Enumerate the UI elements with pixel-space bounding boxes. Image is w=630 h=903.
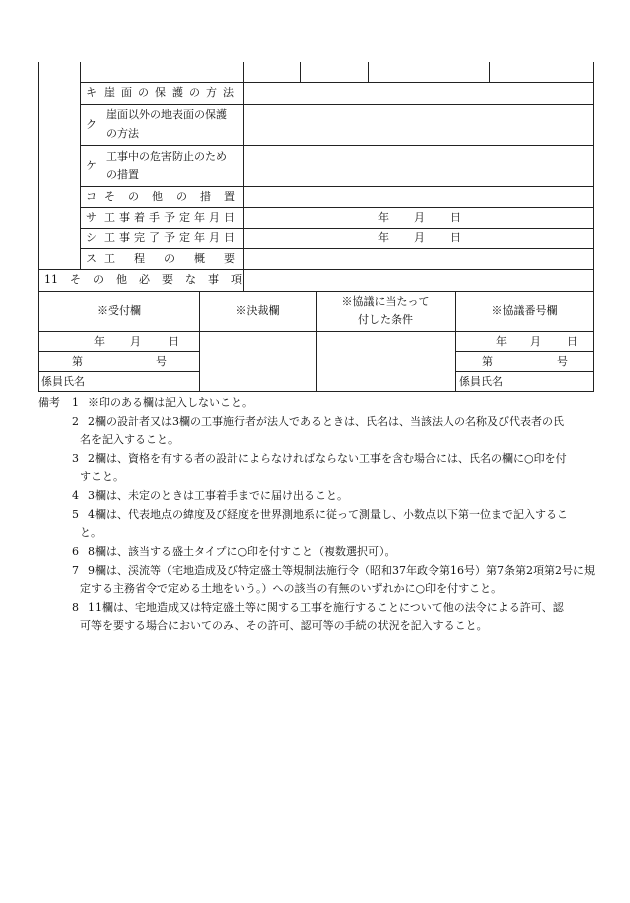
- note-1-number: 1: [72, 396, 79, 409]
- note-2-line2: 名を記入すること。: [80, 433, 179, 446]
- row-11-number: 11: [44, 273, 58, 286]
- bango-day: 日: [567, 335, 578, 348]
- notes-title: 備考: [38, 396, 60, 409]
- row-shi-label: 工事完了予定年月日: [104, 231, 239, 244]
- row-shi-day: 日: [450, 231, 461, 244]
- row-11-label: その他必要な事項: [70, 273, 254, 286]
- note-4-text: 3欄は、未定のときは工事着手までに届け出ること。: [88, 489, 348, 502]
- note-4-number: 4: [72, 489, 79, 502]
- uketsuke-month: 月: [130, 335, 141, 348]
- row-sa-label: 工事着手予定年月日: [104, 211, 239, 224]
- uketsuke-kakari: 係員氏名: [41, 375, 85, 388]
- note-3-number: 3: [72, 452, 79, 465]
- note-8-number: 8: [72, 601, 79, 614]
- row-ko-letter: コ: [86, 190, 97, 203]
- row-ke-letter: ケ: [86, 159, 97, 172]
- note-7-line2: 定する主務省令で定める土地をいう。）への該当の有無のいずれかに○印を付すこと。: [80, 582, 503, 595]
- note-8-line1: 11欄は、宅地造成又は特定盛土等に関する工事を施行することについて他の法令による許可、認: [88, 601, 564, 614]
- note-6-number: 6: [72, 545, 79, 558]
- row-11-input[interactable]: [244, 270, 593, 291]
- uketsuke-header: ※受付欄: [97, 304, 141, 317]
- note-3-line1: 2欄は、資格を有する者の設計によらなければならない工事を含む場合には、氏名の欄に○印を付: [88, 452, 567, 465]
- note-5-number: 5: [72, 508, 79, 521]
- row-ku-label-2: の方法: [106, 127, 139, 140]
- row-ko-input[interactable]: [244, 187, 593, 207]
- bango-month: 月: [530, 335, 541, 348]
- row-ko-label: その他の措置: [104, 190, 248, 203]
- bango-year: 年: [496, 335, 507, 348]
- row-ke-label-2: の措置: [106, 168, 139, 181]
- note-3-line2: すこと。: [80, 470, 124, 483]
- row-ku-label-1: 崖面以外の地表面の保護: [106, 108, 227, 121]
- bango-go: 号: [557, 355, 568, 368]
- row-ke-input[interactable]: [244, 146, 593, 186]
- row-shi-year: 年: [378, 231, 389, 244]
- row-ki-label: 崖面の保護の方法: [104, 86, 240, 99]
- row-sa-month: 月: [414, 211, 425, 224]
- note-7-line1: 9欄は、渓流等（宅地造成及び特定盛土等規制法施行令（昭和37年政令第16号）第7条第2項第2号に規: [88, 564, 595, 577]
- kessai-header: ※決裁欄: [235, 304, 280, 317]
- uketsuke-year: 年: [94, 335, 105, 348]
- row-shi-month: 月: [414, 231, 425, 244]
- uketsuke-go: 号: [156, 355, 167, 368]
- note-5-line2: と。: [80, 526, 102, 539]
- note-8-line2: 可等を要する場合においてのみ、その許可、認可等の手続の状況を記入すること。: [80, 619, 488, 632]
- row-su-label: 工程の概要: [104, 252, 254, 265]
- kyogi-header-1: ※協議に当たって: [341, 295, 430, 308]
- note-7-number: 7: [72, 564, 79, 577]
- row-ke-label-1: 工事中の危害防止のため: [106, 150, 227, 163]
- row-su-input[interactable]: [244, 249, 593, 269]
- note-1-text: ※印のある欄は記入しないこと。: [88, 396, 253, 409]
- row-ku-input[interactable]: [244, 105, 593, 145]
- uketsuke-dai: 第: [72, 355, 83, 368]
- row-ku-letter: ク: [86, 118, 97, 131]
- row-shi-letter: シ: [86, 231, 97, 244]
- note-6-text: 8欄は、該当する盛土タイプに○印を付すこと（複数選択可）。: [88, 545, 396, 558]
- bango-kakari: 係員氏名: [459, 375, 503, 388]
- note-5-line1: 4欄は、代表地点の緯度及び経度を世界測地系に従って測量し、小数点以下第一位まで記入するこ: [88, 508, 568, 521]
- row-sa-letter: サ: [86, 211, 97, 224]
- row-ki-letter: キ: [86, 86, 97, 99]
- row-sa-day: 日: [450, 211, 461, 224]
- uketsuke-day: 日: [168, 335, 179, 348]
- note-2-line1: 2欄の設計者又は3欄の工事施行者が法人であるときは、氏名は、当該法人の名称及び代表者の氏: [88, 415, 564, 428]
- row-sa-year: 年: [378, 211, 389, 224]
- note-2-number: 2: [72, 415, 79, 428]
- row-su-letter: ス: [86, 252, 97, 265]
- kyogi-header-2: 付した条件: [358, 313, 413, 326]
- kyogi-bango-header: ※協議番号欄: [491, 304, 558, 317]
- bango-dai: 第: [482, 355, 493, 368]
- row-ki-input[interactable]: [244, 83, 593, 104]
